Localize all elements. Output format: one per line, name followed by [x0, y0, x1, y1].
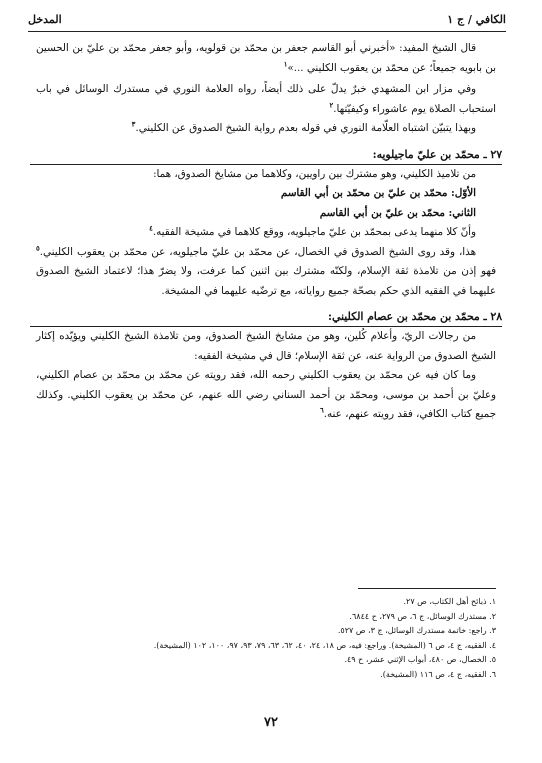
footnotes: [60, 595, 496, 683]
footnote-ref-4: ٤: [149, 223, 153, 233]
footnote-item: ٣. راجع: خاتمة مستدرك الوسائل، ج ٣، ص ٥٢٧.: [337, 626, 496, 636]
footnote-ref-6: ٦: [320, 405, 324, 415]
section-heading-27: ٢٧ ـ محمّد بن عليّ ماجيلويه:: [30, 145, 502, 165]
section-27-paragraph-b: هذا، وقد روى الشيخ الصدوق في الخصال، عن محمّد بن عليّ ماجيلويه، عن محمّد بن يعقوب الكليني.$^٥$ فهو إذن من تلامذة ثقة الإسلام، ولكنّه مشترك بين اثنين كما عرفت، ولا يضرّ هذا؛ لاعتماد الشيخ الصدوق عليهما في الفقيه الذي حكم بصحّة جميع رواياته، مع ترضّيه عليهما في المشيخة.: [36, 243, 496, 297]
page-number: ٧٢: [264, 715, 278, 730]
footnote-item: ٥. الخصال، ص ٤٨٠، أبواب الإثني عشر، ح ٤٩.: [344, 655, 496, 665]
section-27-intro: من تلاميذ الكليني، وهو مشترك بين راويين، وكلاهما من مشايخ الصدوق، هما:: [153, 167, 476, 180]
paragraph-conclusion: وبهذا يتبيّن اشتباه العلّامة النوري في قوله بعدم رواية الشيخ الصدوق عن الكليني.$^٣$: [131, 119, 476, 134]
section-28-paragraph-a: من رجالات الريّ، وأعلام كُلين، وهو من مشايخ الشيخ الصدوق، ومن تلامذة الشيخ الكليني ويؤيّده إكثار الشيخ الصدوق من الرواية عنه، عن ثقة الإسلام؛ قال في مشيخة الفقيه:: [36, 330, 496, 362]
header-book-volume: الكافي / ج ١: [447, 13, 506, 26]
paragraph-mashhadi: وفي مزار ابن المشهدي خبرٌ يدلّ على ذلك أيضاً، رواه العلامة النوري في مستدرك الوسائل في باب استحباب الصلاة يوم عاشوراء وكيفيّتها.$^٢$: [36, 83, 496, 115]
main-text: [36, 39, 502, 425]
footnote-item: ٢. مستدرك الوسائل، ج ٦، ص ٢٧٩، ح ٦٨٤٤.: [349, 611, 496, 621]
footnote-ref-1: ١: [283, 59, 288, 69]
running-header: [28, 13, 506, 27]
footnote-item: ٤. الفقيه، ج ٤، ص ٦ (المشيخة). وراجع: فيه، ص ١٨، ٢٤، ٤٠، ٦٢، ٦٣، ٧٩، ٩٣، ٩٧، ١٠٠، ١٠٢ (المشيخة).: [153, 640, 496, 650]
header-chapter: المدخل: [28, 13, 62, 26]
section-27-second-narrator: الثاني: محمّد بن عليّ بن أبي القاسم: [319, 206, 476, 219]
section-heading-28: ٢٨ ـ محمّد بن محمّد بن عصام الكليني:: [30, 307, 502, 327]
section-27-paragraph-a: وأنّ كلا منهما يدعى بمحمّد بن عليّ ماجيلويه، ووقع كلاهما في مشيخة الفقيه.$^٤$: [149, 223, 476, 238]
footnote-ref-5: ٥: [36, 243, 40, 253]
paragraph-mufid-quote: قال الشيخ المفيد: «أخبرني أبو القاسم جعفر بن محمّد بن قولويه، وأبو جعفر محمّد بن عليّ بن الحسين بن بابويه جميعاً؛ عن محمّد بن يعقوب الكليني ...»$^١$: [36, 42, 496, 74]
section-28-paragraph-b: وما كان فيه عن محمّد بن يعقوب الكليني رحمه الله، فقد رويته عن محمّد بن محمّد بن عصام الكليني، وعليّ بن أحمد بن موسى، ومحمّد بن أحمد السناني رضي الله عنهم، عن محمّد بن يعقوب الكليني. وكذلك جميع كتاب الكافي، فقد رويته عنهم، عنه.$^٦$: [36, 369, 496, 420]
footnote-ref-2: ٢: [329, 100, 334, 110]
footnote-item: ١. ذبائح أهل الكتاب، ص ٢٧.: [403, 597, 496, 606]
footnote-ref-3: ٣: [131, 119, 136, 129]
footnote-separator: [358, 588, 496, 589]
header-rule: [28, 31, 506, 32]
section-27-first-narrator: الأوّل: محمّد بن عليّ بن محمّد بن أبي القاسم: [280, 187, 476, 199]
footnote-item: ٦. الفقيه، ج ٤، ص ١١٦ (المشيخة).: [380, 669, 496, 679]
